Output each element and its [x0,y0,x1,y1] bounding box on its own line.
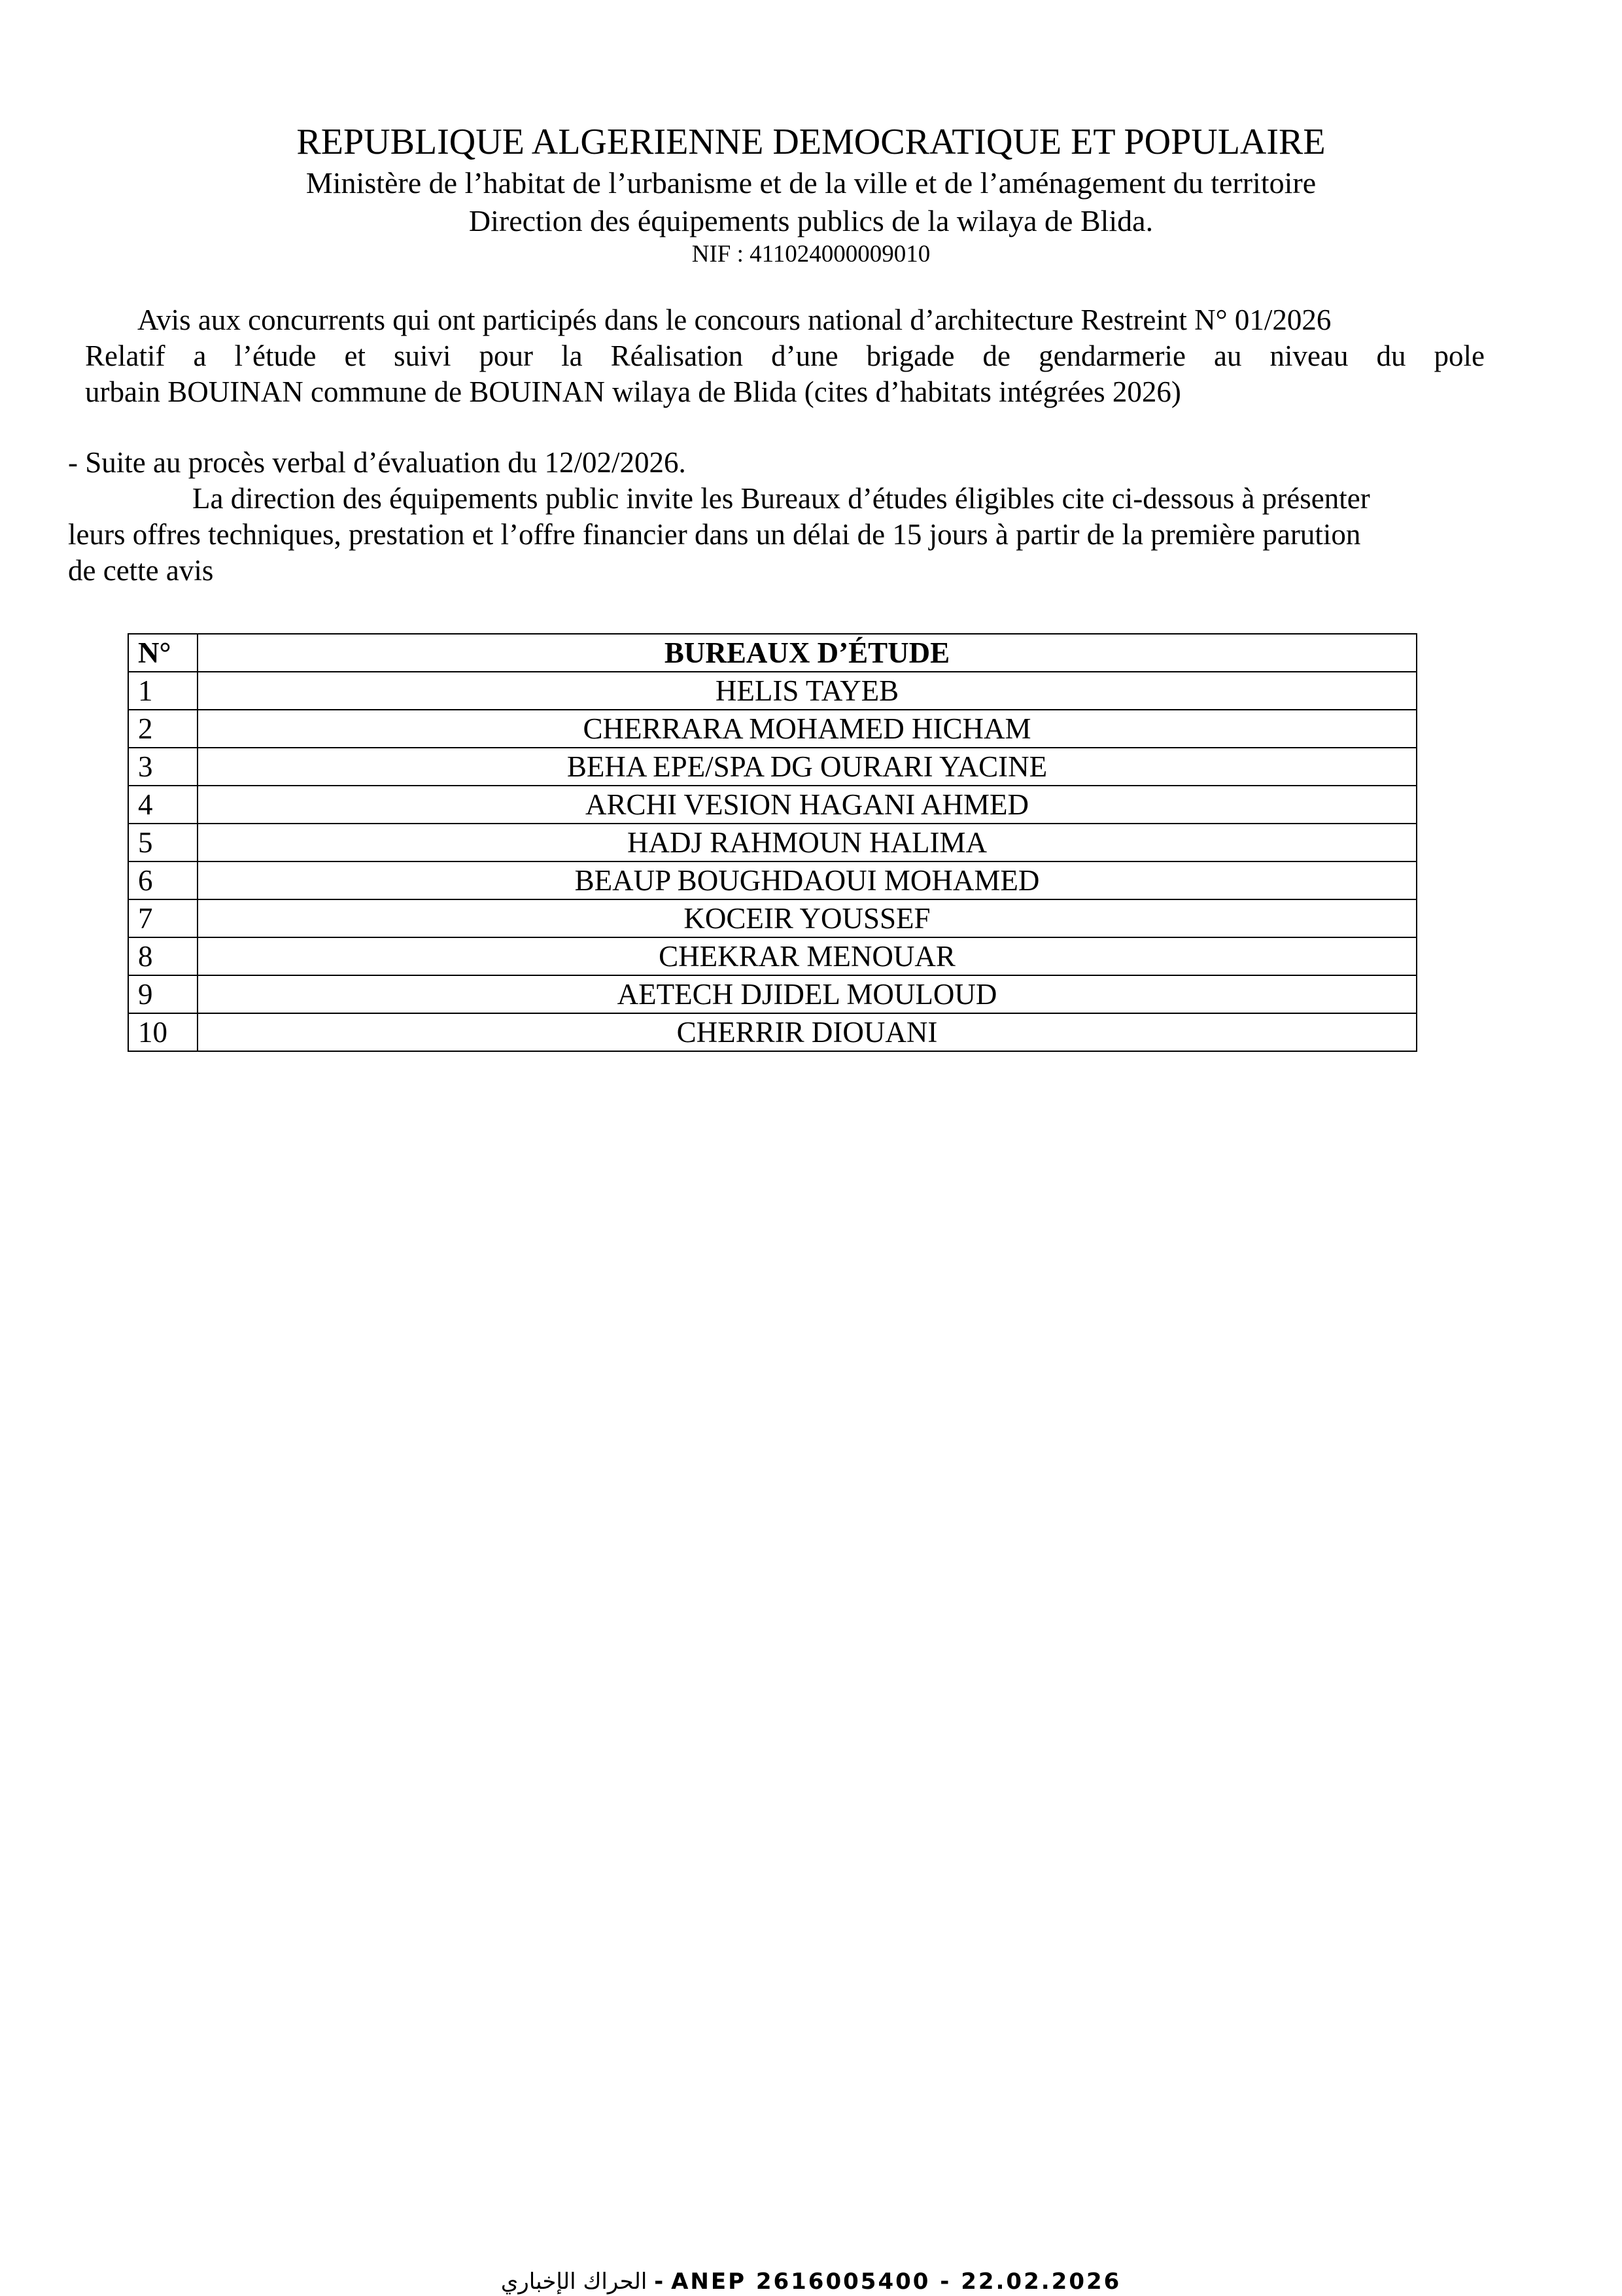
table-row [128,824,1417,861]
row-number: 4 [128,786,198,824]
notice-line-3: urbain BOUINAN commune de BOUINAN wilaya de Blida (cites d’habitats intégrées 2026) [85,375,1181,408]
table-row [128,861,1417,899]
bureau-name: HADJ RAHMOUN HALIMA [198,824,1417,861]
table-row [128,1013,1417,1051]
column-header-number: N° [128,634,198,672]
publication-footer [0,2267,1622,2296]
table-row [128,937,1417,975]
bureau-name: CHEKRAR MENOUAR [198,937,1417,975]
newspaper-name: الحراك الإخباري [500,2269,647,2295]
row-number: 6 [128,861,198,899]
notice-line-1: Avis aux concurrents qui ont participés dans le concours national d’architecture Restreint N° 01/2026 [137,304,1332,336]
bureau-name: BEHA EPE/SPA DG OURARI YACINE [198,748,1417,786]
row-number: 2 [128,710,198,748]
row-number: 1 [128,672,198,710]
table-body [128,672,1417,1051]
table-row [128,975,1417,1013]
bureau-name: CHERRARA MOHAMED HICHAM [198,710,1417,748]
invitation-line-2: leurs offres techniques, prestation et l’offre financier dans un délai de 15 jours à partir de la première parution [68,518,1361,551]
invitation-line-3: de cette avis [68,554,214,587]
table-header-row [128,634,1417,672]
row-number: 7 [128,899,198,937]
bureaux-table [128,633,1417,1052]
ministry-name: Ministère de l’habitat de l’urbanisme et de la ville et de l’aménagement du territoire [305,166,1317,200]
bureau-name: ARCHI VESION HAGANI AHMED [198,786,1417,824]
republic-title: REPUBLIQUE ALGERIENNE DEMOCRATIQUE ET POPULAIRE [296,122,1326,162]
bureau-name: BEAUP BOUGHDAOUI MOHAMED [198,861,1417,899]
notice-line-2: Relatif a l’étude et suivi pour la Réalisation d’une brigade de gendarmerie au niveau du pole [85,339,1485,372]
table-row [128,899,1417,937]
evaluation-reference: - Suite au procès verbal d’évaluation du 12/02/2026. [68,446,686,479]
row-number: 10 [128,1013,198,1051]
invitation-line-1: La direction des équipements public invite les Bureaux d’études éligibles cite ci-dessous à présenter [192,482,1370,515]
anep-reference: - ANEP 2616005400 - 22.02.2026 [654,2269,1122,2295]
nif-number: NIF : 411024000009010 [691,241,931,268]
row-number: 3 [128,748,198,786]
row-number: 8 [128,937,198,975]
table-row [128,672,1417,710]
bureau-name: CHERRIR DIOUANI [198,1013,1417,1051]
notice-body [68,445,1530,589]
table-row [128,748,1417,786]
bureau-name: HELIS TAYEB [198,672,1417,710]
notice-subject [85,302,1485,410]
direction-name: Direction des équipements publics de la wilaya de Blida. [468,204,1154,237]
table-row [128,786,1417,824]
table-row [128,710,1417,748]
row-number: 9 [128,975,198,1013]
bureau-name: KOCEIR YOUSSEF [198,899,1417,937]
bureau-name: AETECH DJIDEL MOULOUD [198,975,1417,1013]
column-header-bureaux: BUREAUX D’ÉTUDE [198,634,1417,672]
row-number: 5 [128,824,198,861]
